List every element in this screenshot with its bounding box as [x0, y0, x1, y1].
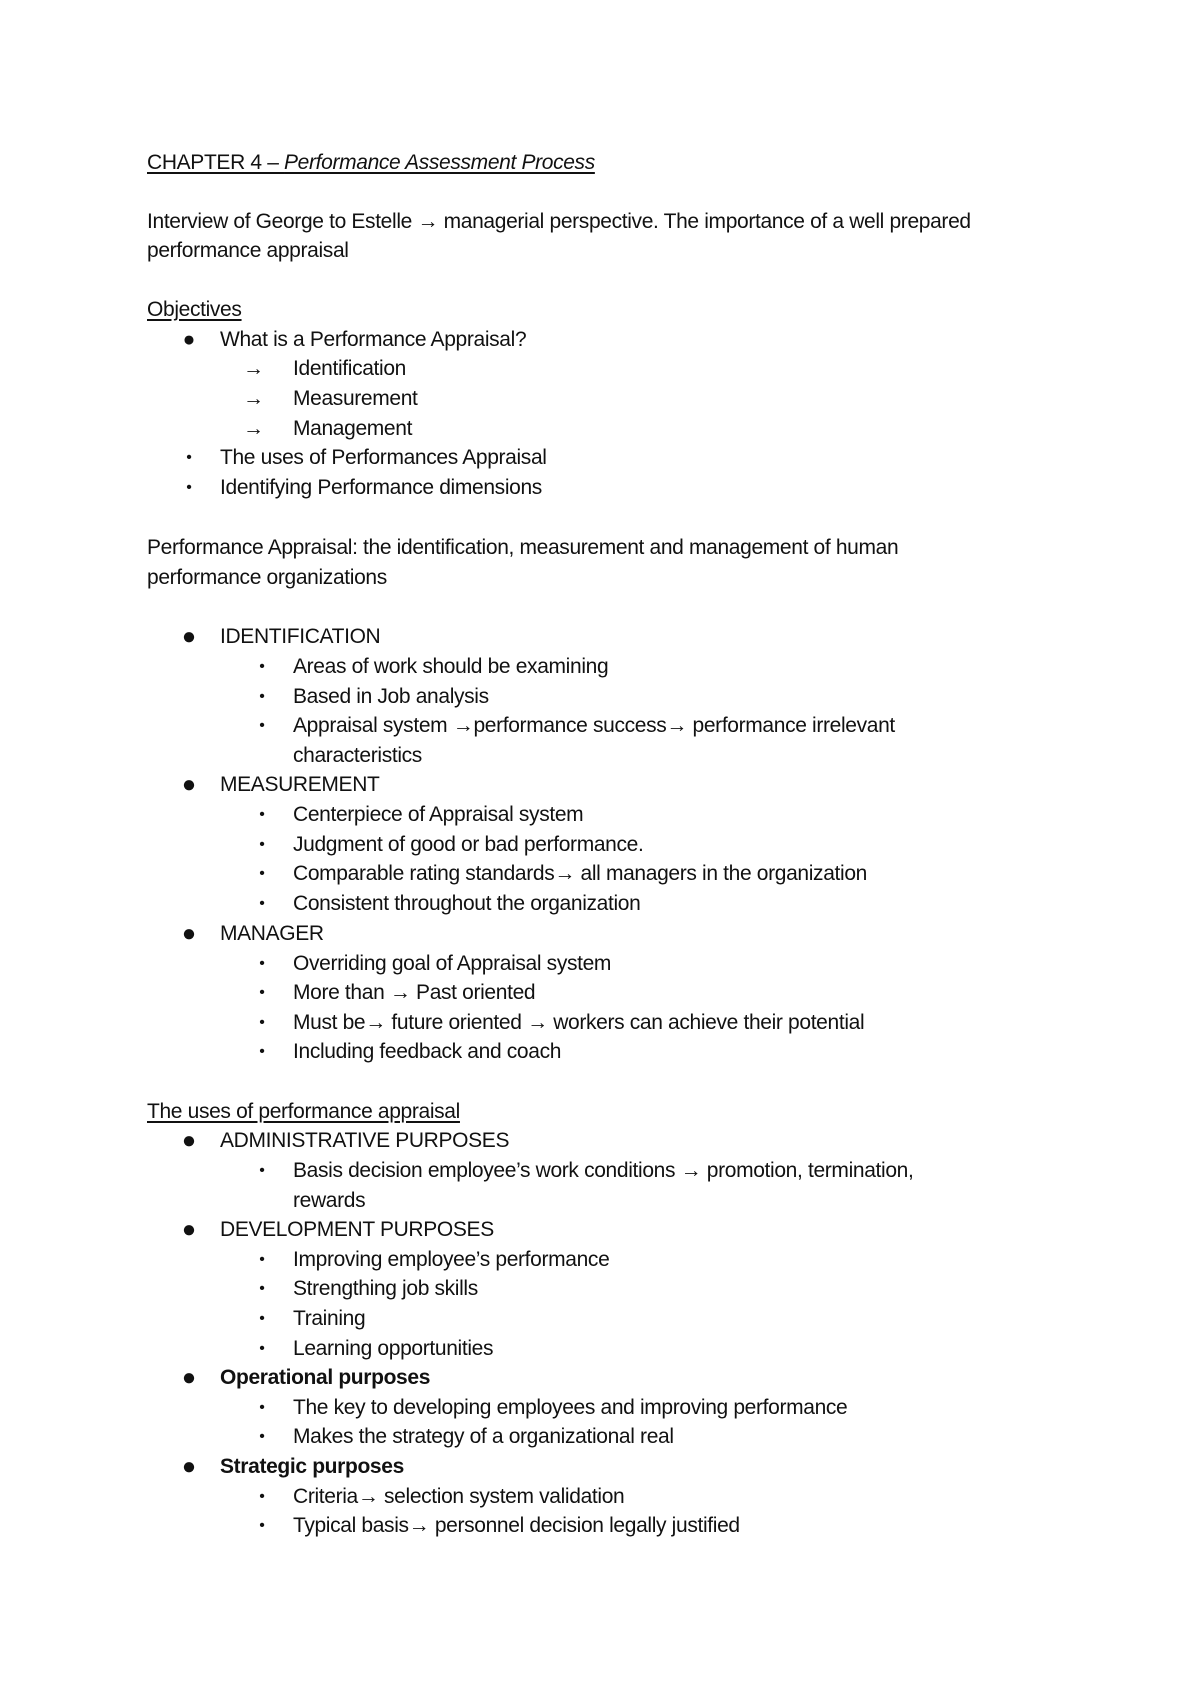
objective-subitem: Identification	[293, 357, 407, 380]
arrow-icon: →	[452, 714, 474, 737]
list-item: Appraisal system →performance success→ performance irrelevant	[293, 714, 895, 737]
bullet-icon: •	[259, 1340, 265, 1357]
arrow-icon: →	[417, 210, 439, 233]
bullet-icon: ●	[181, 623, 197, 650]
objective-item: What is a Performance Appraisal?	[220, 328, 527, 351]
objectives-heading: Objectives	[147, 298, 242, 321]
arrow-icon: →	[243, 417, 264, 440]
arrow-icon: →	[243, 357, 264, 380]
section-development: DEVELOPMENT PURPOSES	[220, 1218, 494, 1241]
bullet-icon: •	[259, 806, 265, 823]
arrow-icon: →	[666, 714, 688, 737]
bullet-icon: •	[259, 1517, 265, 1534]
bullet-icon: •	[259, 1014, 265, 1031]
chapter-title-main: CHAPTER 4 –	[147, 151, 285, 174]
section-identification: IDENTIFICATION	[220, 625, 381, 648]
section-manager: MANAGER	[220, 922, 324, 945]
section-measurement: MEASUREMENT	[220, 773, 380, 796]
chapter-title	[147, 148, 595, 177]
list-item: Training	[293, 1307, 366, 1330]
list-item: Must be→ future oriented → workers can achieve their potential	[293, 1011, 865, 1034]
list-item: Criteria→ selection system validation	[293, 1485, 625, 1508]
bullet-icon: ●	[181, 920, 197, 947]
bullet-icon: •	[259, 717, 265, 734]
arrow-icon: →	[389, 981, 411, 1004]
intro-line-1: Interview of George to Estelle → managerial perspective. The importance of a well prepared	[147, 210, 971, 233]
bullet-icon: •	[259, 836, 265, 853]
bullet-icon: •	[259, 1399, 265, 1416]
bullet-icon: •	[259, 1043, 265, 1060]
bullet-icon: •	[259, 895, 265, 912]
bullet-icon: •	[259, 984, 265, 1001]
list-item: Based in Job analysis	[293, 685, 489, 708]
objective-subitem: Measurement	[293, 387, 418, 410]
list-item: Basis decision employee’s work conditions → promotion, termination,	[293, 1159, 914, 1182]
list-item: More than → Past oriented	[293, 981, 536, 1004]
objective-subitem: Management	[293, 417, 413, 440]
arrow-icon: →	[680, 1159, 702, 1182]
arrow-icon: →	[408, 1514, 430, 1537]
bullet-icon: ●	[181, 1216, 197, 1243]
definition-line-2: performance organizations	[147, 566, 387, 589]
list-item: Learning opportunities	[293, 1337, 494, 1360]
bullet-icon: •	[259, 658, 265, 675]
arrow-icon: →	[554, 862, 576, 885]
list-item: Makes the strategy of a organizational real	[293, 1425, 674, 1448]
bullet-icon: ●	[181, 1453, 197, 1480]
bullet-icon: •	[259, 1162, 265, 1179]
list-item: Including feedback and coach	[293, 1040, 562, 1063]
list-item: Comparable rating standards→ all managers in the organization	[293, 862, 867, 885]
list-item: The key to developing employees and improving performance	[293, 1396, 848, 1419]
list-item: Judgment of good or bad performance.	[293, 833, 644, 856]
bullet-icon: •	[259, 955, 265, 972]
list-item: Areas of work should be examining	[293, 655, 609, 678]
bullet-icon: •	[259, 1428, 265, 1445]
list-item-continuation: rewards	[293, 1189, 366, 1212]
bullet-icon: ●	[182, 328, 196, 351]
section-operational: Operational purposes	[220, 1366, 431, 1389]
bullet-icon: •	[259, 1251, 265, 1268]
bullet-icon: •	[259, 1310, 265, 1327]
objective-item: Identifying Performance dimensions	[220, 476, 542, 499]
bullet-icon: •	[259, 1488, 265, 1505]
definition-line-1: Performance Appraisal: the identification, measurement and management of human	[147, 536, 899, 559]
bullet-icon: •	[186, 449, 192, 466]
uses-heading: The uses of performance appraisal	[147, 1100, 460, 1123]
arrow-icon: →	[527, 1011, 548, 1034]
bullet-icon: •	[259, 1280, 265, 1297]
objective-item: The uses of Performances Appraisal	[220, 446, 547, 469]
list-item: Strengthing job skills	[293, 1277, 478, 1300]
bullet-icon: ●	[181, 1364, 197, 1391]
list-item: Consistent throughout the organization	[293, 892, 641, 915]
list-item: Overriding goal of Appraisal system	[293, 952, 612, 975]
list-item-continuation: characteristics	[293, 744, 422, 767]
bullet-icon: •	[186, 479, 192, 496]
section-administrative: ADMINISTRATIVE PURPOSES	[220, 1129, 510, 1152]
list-item: Centerpiece of Appraisal system	[293, 803, 584, 826]
bullet-icon: ●	[181, 771, 197, 798]
section-strategic: Strategic purposes	[220, 1455, 404, 1478]
bullet-icon: •	[259, 865, 265, 882]
list-item: Improving employee’s performance	[293, 1248, 610, 1271]
arrow-icon: →	[243, 387, 264, 410]
list-item: Typical basis→ personnel decision legally justified	[293, 1514, 740, 1537]
arrow-icon: →	[357, 1485, 379, 1508]
intro-line-2: performance appraisal	[147, 239, 349, 262]
bullet-icon: ●	[181, 1127, 197, 1154]
bullet-icon: •	[259, 688, 265, 705]
arrow-icon: →	[365, 1011, 386, 1034]
chapter-title-italic: Performance Assessment Process	[284, 151, 595, 174]
